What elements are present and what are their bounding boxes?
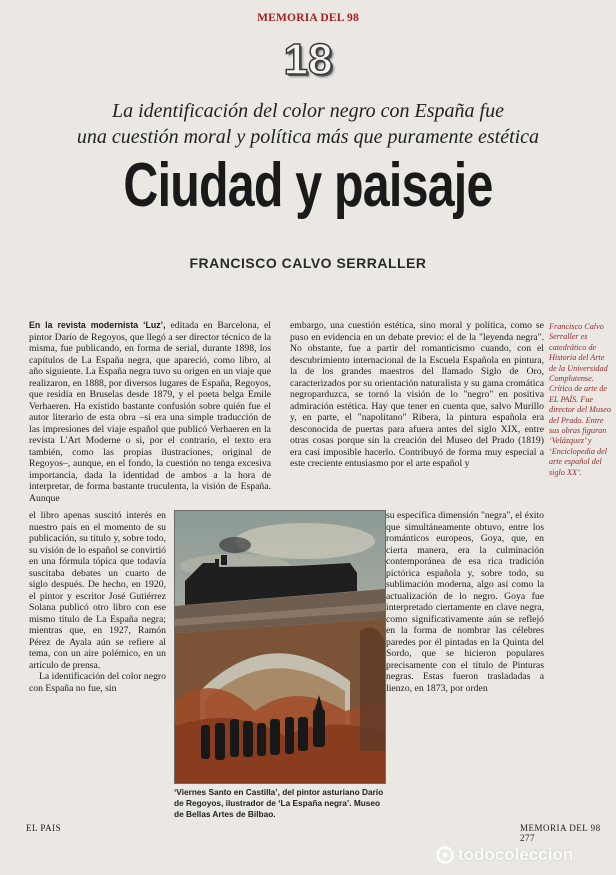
footer-page: MEMORIA DEL 98 277 <box>520 823 601 843</box>
article-col1-text: editada en Barcelona, el pintor Darío de Regoyos, que llegó a ser director técnico de la misma, fue publicando, en forma de serial, durante 1898, los capítulos de La España negra, que apareció, como libro, al año siguiente. La España negra tuvo su origen en un viaje que realizaron, en 1888, por diversos lugares de España, Regoyos, que residía en Bruselas desde 1879, y el poeta belga Emile Verhaeren. Ha existido bastante confusión sobre quién fue el autor literario de esta obra –si era una simple traducción de las impresiones del viaje español que publicó Verhaeren en la revista L'Art Moderne o si, por el contrario, el texto era también, como las propias ilustraciones, original de Regoyos–, aunque, en el fondo, la cuestión no tenga excesiva importancia, dada la identidad de ambos a la hora de interpretar, de forma bastante truculenta, la visión de España. Aunque <box>29 320 271 504</box>
article-lead: En la revista modernista ‘Luz’, <box>29 320 166 330</box>
painting-illustration <box>175 511 385 783</box>
watermark-text: todocoleccion <box>458 845 574 864</box>
article-col1b-text2: La identificación del color negro con España no fue, sin <box>29 671 166 694</box>
article-column-1 <box>29 320 271 510</box>
article-column-1-lower <box>29 510 166 750</box>
article-col2-text: embargo, una cuestión estética, sino moral y política, como se puso en evidencia en un debate previo: el de la "leyenda negra". No obstante, fue a partir del romanticismo cuando, con el descubrimiento internacional de la Escuela Española en pintura, la de los grandes maestros del llamado Siglo de Oro, caracterizados por su orientación naturalista y su gama cromática negroparduzca, se tornó la visión de lo "negro" en positiva admiración estética. Hay que tener en cuenta que, salvo Murillo y, en parte, el "napolitano" Ribera, la pintura española era desconocida de puertas para afuera antes del siglo XIX, entre otras cosas porque sin la creación del Museo del Prado (1819) era casi imposible hacerlo. Contribuyó de forma muy especial a este creciente entusiasmo por el arte español y <box>290 320 544 470</box>
author-bio: Francisco Calvo Serraller es catedrático de Historia del Arte de la Universidad Complutense. Crítico de arte de EL PAÍS. Fue director del Museo del Prado. Entre sus obras figuran ‘Velázquez’ y ‘Enciclopedia del arte español del siglo XX’. <box>549 322 611 477</box>
footer-publication: EL PAIS <box>26 823 62 833</box>
photo-caption: ‘Viernes Santo en Castilla’, del pintor asturiano Darío de Regoyos, ilustrador de ‘La España negra’. Museo de Bellas Artes de Bilbao. <box>174 787 384 819</box>
painting-image <box>174 510 386 784</box>
watermark-logo-icon <box>436 846 454 864</box>
article-column-2 <box>290 320 544 510</box>
article-col1b-text: el libro apenas suscitó interés en nuestro país en el momento de su publicación, su título y, sobre todo, su visión de lo español se convirtió en una fórmula tópica que todavía suscitaba debates un cuarto de siglo después. De hecho, en 1920, el pintor y escritor José Gutiérrez Solana publicó otro libro con ese mismo título de La España negra; mientras que, en 1927, Ramón Pérez de Ayala aún se refiere al tema, con un aire polémico, en un artículo de prensa. <box>29 510 166 671</box>
subheadline <box>0 98 616 150</box>
subheadline-line-2: una cuestión moral y política más que puramente estética <box>76 126 540 148</box>
watermark <box>436 842 611 868</box>
article-col2b-text: su específica dimensión "negra", el éxito que simultáneamente obtuvo, entre los románticos europeos, Goya, que, en cierta manera, era la culminación contemporánea de esa rica tradición pictórica española y, sobre todo, su sublimación moderna, algo así como la actualización de lo negro. Goya fue interpretado ciertamente en clave negra, como significativamente aún se reflejó en la forma de nombrar las célebres paredes por él pintadas en la Quinta del Sordo, que se hicieron populares precisamente con el título de Pinturas negras. Estas fueron trasladadas a lienzo, en 1873, por orden <box>386 510 544 694</box>
issue-number: 18 <box>283 35 333 84</box>
byline: FRANCISCO CALVO SERRALLER <box>189 255 427 271</box>
headline: Ciudad y paisaje <box>123 151 493 220</box>
article-column-2-lower <box>386 510 544 782</box>
subheadline-line-1: La identificación del color negro con España fue <box>112 100 504 122</box>
series-title: MEMORIA DEL 98 <box>257 12 359 24</box>
